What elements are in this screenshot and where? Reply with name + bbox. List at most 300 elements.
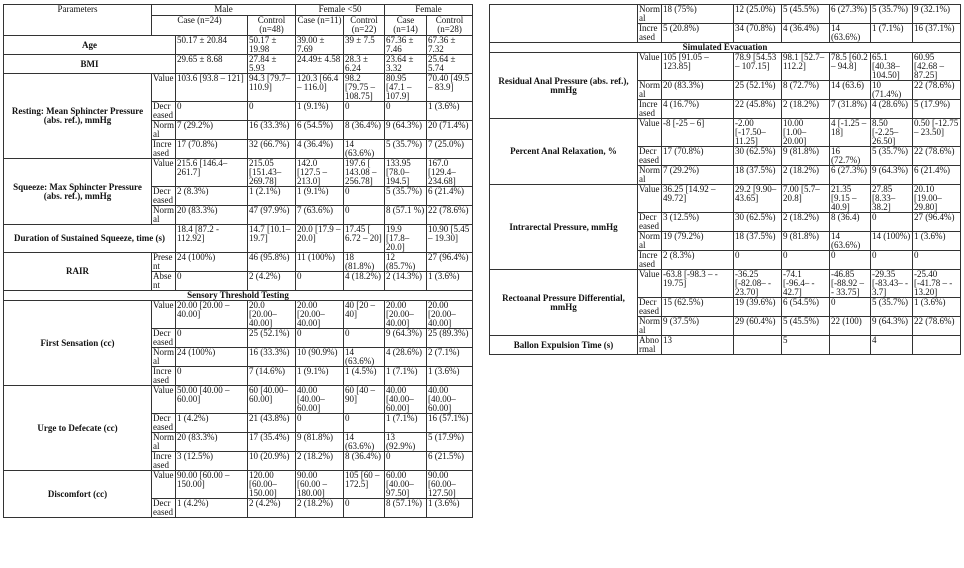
stat-label: Value — [638, 53, 662, 81]
value-cell: 4 (28.6%) — [385, 348, 427, 367]
value-cell: 1 (7.1%) — [871, 24, 913, 43]
stat-label: Normal — [639, 4, 660, 23]
value-cell: 1 (9.1%) — [296, 102, 344, 121]
table-row — [490, 185, 961, 213]
stat-label: Value — [152, 301, 176, 329]
value-cell: 22 (78.6%) — [427, 206, 473, 225]
value-cell: 19 (39.6%) — [734, 298, 782, 317]
value-cell: -74.1 [-96.4– - 42.7] — [782, 270, 830, 298]
stat-label: Value — [152, 471, 176, 499]
parameter-label: Squeeze: Max Sphincter Pressure (abs. ref.), mmHg — [4, 159, 152, 225]
parameter-label: BMI — [4, 55, 176, 74]
value-cell: 0 — [871, 213, 913, 232]
value-cell: 4 [-1.25 – 18] — [830, 119, 871, 147]
value-cell: 5 (17.9%) — [913, 100, 961, 119]
value-cell: 98.2 [79.75 – 108.75] — [344, 74, 385, 102]
value-cell: 7 (29.2%) — [662, 166, 734, 185]
value-cell: -29.35 [-83.43– - 3.7] — [871, 270, 913, 298]
value-cell: 4 (18.2%) — [344, 272, 385, 291]
value-cell: 9 (81.8%) — [782, 232, 830, 251]
value-cell: 22 (45.8%) — [734, 100, 782, 119]
value-cell: 6 (21.4%) — [427, 187, 473, 206]
value-cell: 27.85 [8.33– 38.2] — [871, 185, 913, 213]
parameter-label: Rectoanal Pressure Differential, mmHg — [490, 270, 638, 336]
value-cell: 20 (71.4%) — [427, 121, 473, 140]
value-cell: 11 (100%) — [296, 253, 344, 272]
value-cell: 50.00 [40.00 – 60.00] — [176, 386, 248, 414]
value-cell: 20 (83.3%) — [176, 433, 248, 452]
value-cell: 9 (81.8%) — [782, 147, 830, 166]
value-cell: 6 (54.5%) — [296, 121, 344, 140]
stat-label: Value — [638, 270, 662, 298]
table-row — [4, 74, 473, 102]
stat-label: Decreased — [638, 298, 662, 317]
parameter-label: Discomfort (cc) — [4, 471, 152, 518]
female-lt50-group-header: Female <50 — [296, 5, 385, 16]
value-cell: 0 — [176, 102, 248, 121]
manometry-table-right — [489, 4, 961, 355]
stat-label: Normal — [639, 80, 660, 99]
value-cell: 14 (63.6%) — [830, 24, 871, 43]
value-cell: 2 (18.2%) — [296, 452, 344, 471]
value-cell: 215.05 [151.43– 269.78] — [248, 159, 296, 187]
value-cell: 1 (3.6%) — [427, 272, 473, 291]
stat-label: Normal — [153, 347, 174, 366]
value-cell: 50.17 ± 19.98 — [248, 36, 296, 55]
value-cell: 7.00 [5.7– 20.8] — [782, 185, 830, 213]
value-cell: 1 (9.1%) — [296, 367, 344, 386]
value-cell: 3 (12.5%) — [662, 213, 734, 232]
stat-label: Value — [638, 185, 662, 213]
value-cell: 14 (63.6) — [830, 81, 871, 100]
value-cell: 1 (3.6%) — [427, 102, 473, 121]
value-cell: 46 (95.8%) — [248, 253, 296, 272]
value-cell: 2 (18.2%) — [782, 100, 830, 119]
value-cell: 17.45 [ 6.72 – 20] — [344, 225, 385, 253]
value-cell: 60 [40 – 90] — [344, 386, 385, 414]
value-cell: 20.00 [20.00– 40.00] — [385, 301, 427, 329]
value-cell: 7 (25.0%) — [427, 140, 473, 159]
value-cell: 78.5 [60.2 – 94.8] — [830, 53, 871, 81]
value-cell: 8 (57.1 %) — [385, 206, 427, 225]
value-cell: 25 (52.1%) — [734, 81, 782, 100]
value-cell: 8 (36.4) — [830, 213, 871, 232]
value-cell: 0 — [344, 102, 385, 121]
value-cell: 28.3 ± 6.24 — [344, 55, 385, 74]
value-cell: 12 (25.0%) — [734, 5, 782, 24]
value-cell — [830, 336, 871, 355]
value-cell: 10.00 [1.00– 20.00] — [782, 119, 830, 147]
value-cell: 16 (33.3%) — [248, 121, 296, 140]
stat-label: Decreased — [152, 329, 176, 348]
value-cell: 215.6 [146.4– 261.7] — [176, 159, 248, 187]
stat-label: Increased — [152, 452, 176, 471]
value-cell: 0 — [176, 367, 248, 386]
value-cell: 14 (63.6%) — [344, 348, 385, 367]
table-row — [490, 119, 961, 147]
value-cell: 32 (66.7%) — [248, 140, 296, 159]
female-group-header: Female — [385, 5, 473, 16]
header-control-f50: Control (n=22) — [344, 16, 385, 36]
value-cell: 2 (8.3%) — [176, 187, 248, 206]
parameter-label: Ballon Expulsion Time (s) — [490, 336, 638, 355]
value-cell: 0 — [830, 251, 871, 270]
value-cell: 14 (100%) — [871, 232, 913, 251]
table-row — [490, 270, 961, 298]
value-cell: 5 (35.7%) — [871, 147, 913, 166]
value-cell: 7 (63.6%) — [296, 206, 344, 225]
value-cell: 27.84 ± 5.93 — [248, 55, 296, 74]
value-cell: 120.3 [66.4 – 116.0] — [296, 74, 344, 102]
value-cell: 20 (83.3%) — [176, 206, 248, 225]
parameter-label: Age — [4, 36, 176, 55]
value-cell: 60.00 [40.00– 97.50] — [385, 471, 427, 499]
value-cell: 103.6 [93.8 – 121] — [176, 74, 248, 102]
stat-label: Decreased — [152, 102, 176, 121]
value-cell: 22 (100) — [830, 317, 871, 336]
value-cell: 70.40 [49.5 – 83.9] — [427, 74, 473, 102]
value-cell: 16 (33.3%) — [248, 348, 296, 367]
value-cell: 3 (12.5%) — [176, 452, 248, 471]
value-cell: 2 (8.3%) — [662, 251, 734, 270]
value-cell: 0 — [344, 206, 385, 225]
value-cell: 2 (18.2%) — [782, 213, 830, 232]
value-cell: 16 (72.7%) — [830, 147, 871, 166]
value-cell: 0 — [344, 499, 385, 518]
stat-label: Normal — [639, 316, 660, 335]
value-cell: 1 (7.1%) — [385, 414, 427, 433]
value-cell: 78.9 [54.53 – 107.15] — [734, 53, 782, 81]
value-cell: 5 (20.8%) — [662, 24, 734, 43]
value-cell: 2 (14.3%) — [385, 272, 427, 291]
value-cell: 8 (36.4%) — [344, 452, 385, 471]
value-cell: 16 (57.1%) — [427, 414, 473, 433]
value-cell: 18 (81.8%) — [344, 253, 385, 272]
value-cell: 47 (97.9%) — [248, 206, 296, 225]
value-cell: 4 — [871, 336, 913, 355]
value-cell: 1 (2.1%) — [248, 187, 296, 206]
value-cell: 4 (16.7%) — [662, 100, 734, 119]
value-cell: 22 (78.6%) — [913, 147, 961, 166]
value-cell: 142.0 [127.5 – 213.0] — [296, 159, 344, 187]
value-cell: 6 (27.3%) — [830, 166, 871, 185]
value-cell: 98.1 [52.7– 112.2] — [782, 53, 830, 81]
stat-label: Abnormal — [638, 336, 662, 355]
value-cell: 60 [40.00– 60.00] — [248, 386, 296, 414]
value-cell: 13 — [662, 336, 734, 355]
stat-label: Normal — [639, 165, 660, 184]
table-row — [4, 301, 473, 329]
value-cell: 21.35 [9.15 – 40.9] — [830, 185, 871, 213]
parameter-label: Residual Anal Pressure (abs. ref.), mmHg — [490, 53, 638, 119]
value-cell: 1 (4.5%) — [344, 367, 385, 386]
value-cell: 24 (100%) — [176, 348, 248, 367]
value-cell: 18.4 [87.2 - 112.92] — [176, 225, 248, 253]
value-cell: 9 (64.3%) — [385, 329, 427, 348]
value-cell: 0.50 [-12.75 – 23.50] — [913, 119, 961, 147]
value-cell: 5 (17.9%) — [427, 433, 473, 452]
value-cell: 5 — [782, 336, 830, 355]
value-cell: 30 (62.5%) — [734, 147, 782, 166]
value-cell: 0 — [734, 251, 782, 270]
value-cell: 5 (35.7%) — [385, 187, 427, 206]
stat-label: Value — [152, 74, 176, 102]
value-cell: 9 (64.3%) — [871, 317, 913, 336]
value-cell: 6 (27.3%) — [830, 5, 871, 24]
stat-label: Decreased — [152, 414, 176, 433]
table-row — [4, 291, 473, 301]
stat-label: Normal — [639, 231, 660, 250]
table-row — [4, 36, 473, 55]
value-cell: 7 (14.6%) — [248, 367, 296, 386]
stat-label: Increased — [152, 367, 176, 386]
value-cell: 40.00 [40.00– 60.00] — [296, 386, 344, 414]
value-cell: 20.00 [20.00– 40.00] — [427, 301, 473, 329]
value-cell: 2 (4.2%) — [248, 272, 296, 291]
stat-label: Decreased — [638, 213, 662, 232]
value-cell: 36.25 [14.92 – 49.72] — [662, 185, 734, 213]
header-control-male: Control (n=48) — [248, 16, 296, 36]
value-cell: 0 — [296, 329, 344, 348]
value-cell: 10 (20.9%) — [248, 452, 296, 471]
stat-label: Normal — [153, 120, 174, 139]
value-cell: 7 (31.8%) — [830, 100, 871, 119]
value-cell: 133.95 [78.0– 194.5] — [385, 159, 427, 187]
value-cell: 0 — [296, 272, 344, 291]
value-cell: 27 (96.4%) — [913, 213, 961, 232]
value-cell: 0 — [871, 251, 913, 270]
table-row — [490, 43, 961, 53]
value-cell: 27 (96.4%) — [427, 253, 473, 272]
value-cell: -36.25 [-82.08– - 23.70] — [734, 270, 782, 298]
section-header: Simulated Evacuation — [490, 43, 961, 53]
value-cell: 6 (21.4%) — [913, 166, 961, 185]
value-cell: -2.00 [-17.50– 11.25] — [734, 119, 782, 147]
value-cell: 105 [60 – 172.5] — [344, 471, 385, 499]
value-cell: 0 — [344, 414, 385, 433]
value-cell: -46.85 [-88.92 – - 33.75] — [830, 270, 871, 298]
parameter-label: Urge to Defecate (cc) — [4, 386, 152, 471]
value-cell: 20 (83.3%) — [662, 81, 734, 100]
value-cell: 0 — [176, 272, 248, 291]
value-cell: 9 (64.3%) — [871, 166, 913, 185]
value-cell: 0 — [344, 187, 385, 206]
value-cell: 40 [20 – 40] — [344, 301, 385, 329]
table-row — [4, 55, 473, 74]
parameter-label: Resting: Mean Sphincter Pressure (abs. ref.), mmHg — [4, 74, 152, 159]
stat-label: Decreased — [638, 147, 662, 166]
value-cell: 2 (7.1%) — [427, 348, 473, 367]
value-cell: 25.64 ± 5.74 — [427, 55, 473, 74]
value-cell: 24 (100%) — [176, 253, 248, 272]
value-cell: 90.00 [60.00 – 180.00] — [296, 471, 344, 499]
stat-label: Value — [152, 159, 176, 187]
value-cell: 8.50 [-2.25– 26.50] — [871, 119, 913, 147]
stat-label: Decreased — [152, 187, 176, 206]
value-cell: 10 (71.4%) — [871, 81, 913, 100]
value-cell: 1 (3.6%) — [913, 298, 961, 317]
value-cell: 20.00 [20.00 – 40.00] — [176, 301, 248, 329]
value-cell: 9 (37.5%) — [662, 317, 734, 336]
value-cell: 0 — [176, 329, 248, 348]
value-cell: 4 (28.6%) — [871, 100, 913, 119]
value-cell: 5 (35.7%) — [385, 140, 427, 159]
value-cell: 1 (9.1%) — [296, 187, 344, 206]
value-cell: 5 (45.5%) — [782, 5, 830, 24]
value-cell: 90.00 [60.00– 127.50] — [427, 471, 473, 499]
header-case-f50: Case (n=11) — [296, 16, 344, 36]
value-cell: 1 (3.6%) — [913, 232, 961, 251]
value-cell: 19.9 [17.8– 20.0] — [385, 225, 427, 253]
value-cell: 1 (3.6%) — [427, 367, 473, 386]
value-cell: 0 — [385, 452, 427, 471]
value-cell: -8 [-25 – 6] — [662, 119, 734, 147]
value-cell: 5 (35.7%) — [871, 298, 913, 317]
parameter-label: RAIR — [4, 253, 152, 291]
value-cell: 5 (35.7%) — [871, 5, 913, 24]
value-cell: 1 (4.2%) — [176, 414, 248, 433]
value-cell: 67.36 ± 7.32 — [427, 36, 473, 55]
value-cell: 4 (36.4%) — [782, 24, 830, 43]
stat-label: Value — [152, 386, 176, 414]
male-group-header: Male — [152, 5, 296, 16]
value-cell: 10.90 [5.45 – 19.30] — [427, 225, 473, 253]
value-cell: 8 (72.7%) — [782, 81, 830, 100]
value-cell: 0 — [296, 414, 344, 433]
value-cell: 7 (29.2%) — [176, 121, 248, 140]
value-cell: 2 (18.2%) — [296, 499, 344, 518]
parameters-header: Parameters — [4, 5, 152, 36]
value-cell: 90.00 [60.00 – 150.00] — [176, 471, 248, 499]
value-cell: 39.00 ± 7.69 — [296, 36, 344, 55]
stat-label: Increased — [638, 251, 662, 270]
value-cell: 105 [91.05 – 123.85] — [662, 53, 734, 81]
value-cell: 15 (62.5%) — [662, 298, 734, 317]
stat-label: Normal — [153, 205, 174, 224]
value-cell: 13 (92.9%) — [385, 433, 427, 452]
manometry-table-left — [3, 4, 473, 518]
table-row — [4, 159, 473, 187]
value-cell: 0 — [782, 251, 830, 270]
header-control-f: Control (n=28) — [427, 16, 473, 36]
stat-label: Increased — [152, 140, 176, 159]
value-cell: 29 (60.4%) — [734, 317, 782, 336]
value-cell: 9 (64.3%) — [385, 121, 427, 140]
stat-label: Present — [152, 253, 176, 272]
value-cell: 14 (63.6%) — [344, 140, 385, 159]
value-cell: 40.00 [40.00– 60.00] — [385, 386, 427, 414]
stat-label: Increased — [638, 100, 662, 119]
value-cell: 9 (81.8%) — [296, 433, 344, 452]
value-cell: 30 (62.5%) — [734, 213, 782, 232]
value-cell: 0 — [344, 329, 385, 348]
value-cell: -25.40 [-41.78 – - 13.20] — [913, 270, 961, 298]
value-cell: 2 (4.2%) — [248, 499, 296, 518]
stat-label: Normal — [153, 432, 174, 451]
parameter-label — [490, 5, 638, 43]
value-cell: 20.0 [20.00– 40.00] — [248, 301, 296, 329]
value-cell: 65.1 [40.38– 104.50] — [871, 53, 913, 81]
value-cell: 20.10 [19.00– 29.80] — [913, 185, 961, 213]
value-cell: 0 — [385, 102, 427, 121]
value-cell: 120.00 [60.00– 150.00] — [248, 471, 296, 499]
value-cell: 25 (89.3%) — [427, 329, 473, 348]
value-cell — [734, 336, 782, 355]
value-cell: 39 ± 7.5 — [344, 36, 385, 55]
value-cell: 60.95 [42.68 – 87.25] — [913, 53, 961, 81]
value-cell: 40.00 [40.00– 60.00] — [427, 386, 473, 414]
value-cell: 12 (85.7%) — [385, 253, 427, 272]
value-cell: 17 (70.8%) — [662, 147, 734, 166]
value-cell: 17 (70.8%) — [176, 140, 248, 159]
value-cell: 6 (21.5%) — [427, 452, 473, 471]
stat-label: Value — [638, 119, 662, 147]
value-cell: 67.36 ± 7.46 — [385, 36, 427, 55]
value-cell: 80.95 [47.1 – 107.9] — [385, 74, 427, 102]
table-row — [4, 253, 473, 272]
value-cell: 23.64 ± 3.32 — [385, 55, 427, 74]
stat-label: Increased — [638, 24, 662, 43]
header-case-f: Case (n=14) — [385, 16, 427, 36]
header-row-groups — [4, 5, 473, 16]
value-cell: 4 (36.4%) — [296, 140, 344, 159]
value-cell: 25 (52.1%) — [248, 329, 296, 348]
parameter-label: Percent Anal Relaxation, % — [490, 119, 638, 185]
value-cell: 17 (35.4%) — [248, 433, 296, 452]
section-header: Sensory Threshold Testing — [4, 291, 473, 301]
table-row — [490, 336, 961, 355]
value-cell: 10 (90.9%) — [296, 348, 344, 367]
value-cell: 94.3 [79.7– 110.9] — [248, 74, 296, 102]
value-cell: 24.49± 4.58 — [296, 55, 344, 74]
value-cell: 19 (79.2%) — [662, 232, 734, 251]
value-cell: 14 (63.6%) — [344, 433, 385, 452]
value-cell: 5 (45.5%) — [782, 317, 830, 336]
value-cell: 18 (75%) — [662, 5, 734, 24]
value-cell — [913, 336, 961, 355]
value-cell: 167.0 [129.4– 234.68] — [427, 159, 473, 187]
value-cell: 50.17 ± 20.84 — [176, 36, 248, 55]
value-cell: 14 (63.6%) — [830, 232, 871, 251]
stat-label: Absent — [152, 272, 176, 291]
value-cell: 21 (43.8%) — [248, 414, 296, 433]
table-row — [490, 53, 961, 81]
value-cell: 197.6 [ 143.08 – 256.78] — [344, 159, 385, 187]
value-cell: 34 (70.8%) — [734, 24, 782, 43]
header-case-male: Case (n=24) — [152, 16, 248, 36]
value-cell: 9 (32.1%) — [913, 5, 961, 24]
value-cell: 20.00 [20.00– 40.00] — [296, 301, 344, 329]
value-cell: 22 (78.6%) — [913, 317, 961, 336]
value-cell: 22 (78.6%) — [913, 81, 961, 100]
value-cell: 1 (4.2%) — [176, 499, 248, 518]
parameter-label: Duration of Sustained Squeeze, time (s) — [4, 225, 176, 253]
value-cell: 8 (36.4%) — [344, 121, 385, 140]
parameter-label: Intrarectal Pressure, mmHg — [490, 185, 638, 270]
value-cell: 8 (57.1%) — [385, 499, 427, 518]
value-cell: 18 (37.5%) — [734, 166, 782, 185]
value-cell: -63.8 [-98.3 – - 19.75] — [662, 270, 734, 298]
table-row — [4, 386, 473, 414]
value-cell: 1 (3.6%) — [427, 499, 473, 518]
value-cell: 2 (18.2%) — [782, 166, 830, 185]
value-cell: 0 — [913, 251, 961, 270]
value-cell: 0 — [830, 298, 871, 317]
value-cell: 20.0 [17.9 – 20.0] — [296, 225, 344, 253]
value-cell: 1 (7.1%) — [385, 367, 427, 386]
value-cell: 18 (37.5%) — [734, 232, 782, 251]
value-cell: 16 (37.1%) — [913, 24, 961, 43]
